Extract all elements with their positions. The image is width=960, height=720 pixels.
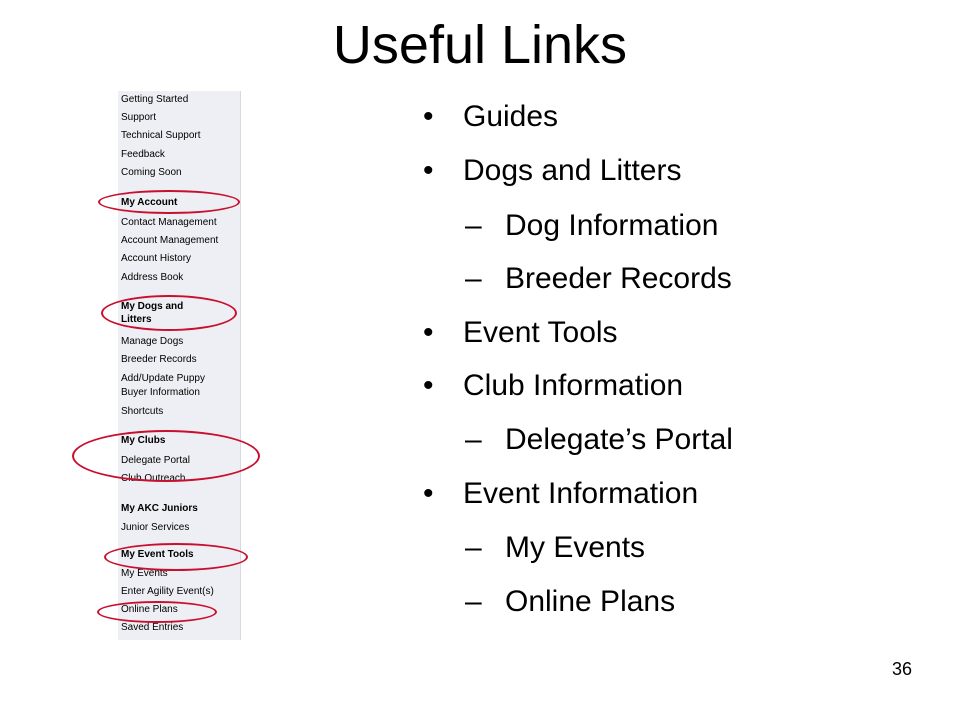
sidebar-heading-my-clubs[interactable]: My Clubs [121, 435, 166, 446]
sub-bullet-item: – My Events [465, 531, 646, 564]
sidebar-item-contact-management[interactable]: Contact Management [121, 217, 217, 228]
highlight-oval-my-event-tools [104, 543, 248, 571]
sub-bullet-item: – Online Plans [465, 585, 676, 618]
sidebar-item-enter-agility-events[interactable]: Enter Agility Event(s) [121, 586, 214, 597]
bullet-item: • Event Tools [423, 316, 618, 349]
slide-title: Useful Links [332, 15, 628, 75]
sidebar-item-technical-support[interactable]: Technical Support [121, 130, 201, 141]
sidebar-item-add-update-puppy-buyer[interactable]: Add/Update Puppy Buyer Information [121, 373, 205, 398]
sidebar-item-saved-entries[interactable]: Saved Entries [121, 622, 184, 633]
sidebar-heading-my-akc-juniors[interactable]: My AKC Juniors [121, 503, 198, 514]
sidebar-heading-my-account[interactable]: My Account [121, 197, 178, 208]
sub-bullet-item: – Dog Information [465, 209, 719, 242]
slide-number: 36 [891, 659, 912, 679]
highlight-oval-my-account [98, 190, 240, 214]
sidebar-item-delegate-portal[interactable]: Delegate Portal [121, 455, 190, 466]
sidebar-item-junior-services[interactable]: Junior Services [121, 522, 190, 533]
sidebar-item-my-events[interactable]: My Events [121, 568, 168, 579]
sidebar-item-support[interactable]: Support [121, 112, 157, 123]
sidebar-item-address-book[interactable]: Address Book [121, 272, 184, 283]
bullet-item: • Event Information [423, 477, 699, 510]
sidebar-item-account-history[interactable]: Account History [121, 253, 192, 264]
sidebar-item-coming-soon[interactable]: Coming Soon [121, 167, 182, 178]
sidebar-item-club-outreach[interactable]: Club Outreach [121, 473, 186, 484]
sidebar-item-account-management[interactable]: Account Management [121, 235, 219, 246]
sidebar-item-manage-dogs[interactable]: Manage Dogs [121, 336, 184, 347]
highlight-oval-online-plans [97, 601, 217, 623]
bullet-item: • Club Information [423, 369, 684, 402]
sub-bullet-item: – Delegate’s Portal [465, 423, 733, 456]
sidebar-item-getting-started[interactable]: Getting Started [121, 94, 189, 105]
sidebar-heading-my-dogs-and-litters[interactable]: My Dogs and Litters [121, 301, 184, 325]
highlight-oval-my-dogs-and-litters [101, 295, 237, 331]
bullet-item: • Guides [423, 100, 559, 133]
sub-bullet-item: – Breeder Records [465, 262, 732, 295]
sidebar-item-shortcuts[interactable]: Shortcuts [121, 406, 164, 417]
sidebar-item-breeder-records[interactable]: Breeder Records [121, 354, 197, 365]
sidebar-item-online-plans[interactable]: Online Plans [121, 604, 178, 615]
bullet-item: • Dogs and Litters [423, 154, 682, 187]
highlight-oval-my-clubs [72, 430, 260, 482]
sidebar-heading-my-event-tools[interactable]: My Event Tools [121, 549, 194, 560]
sidebar-item-feedback[interactable]: Feedback [121, 149, 165, 160]
